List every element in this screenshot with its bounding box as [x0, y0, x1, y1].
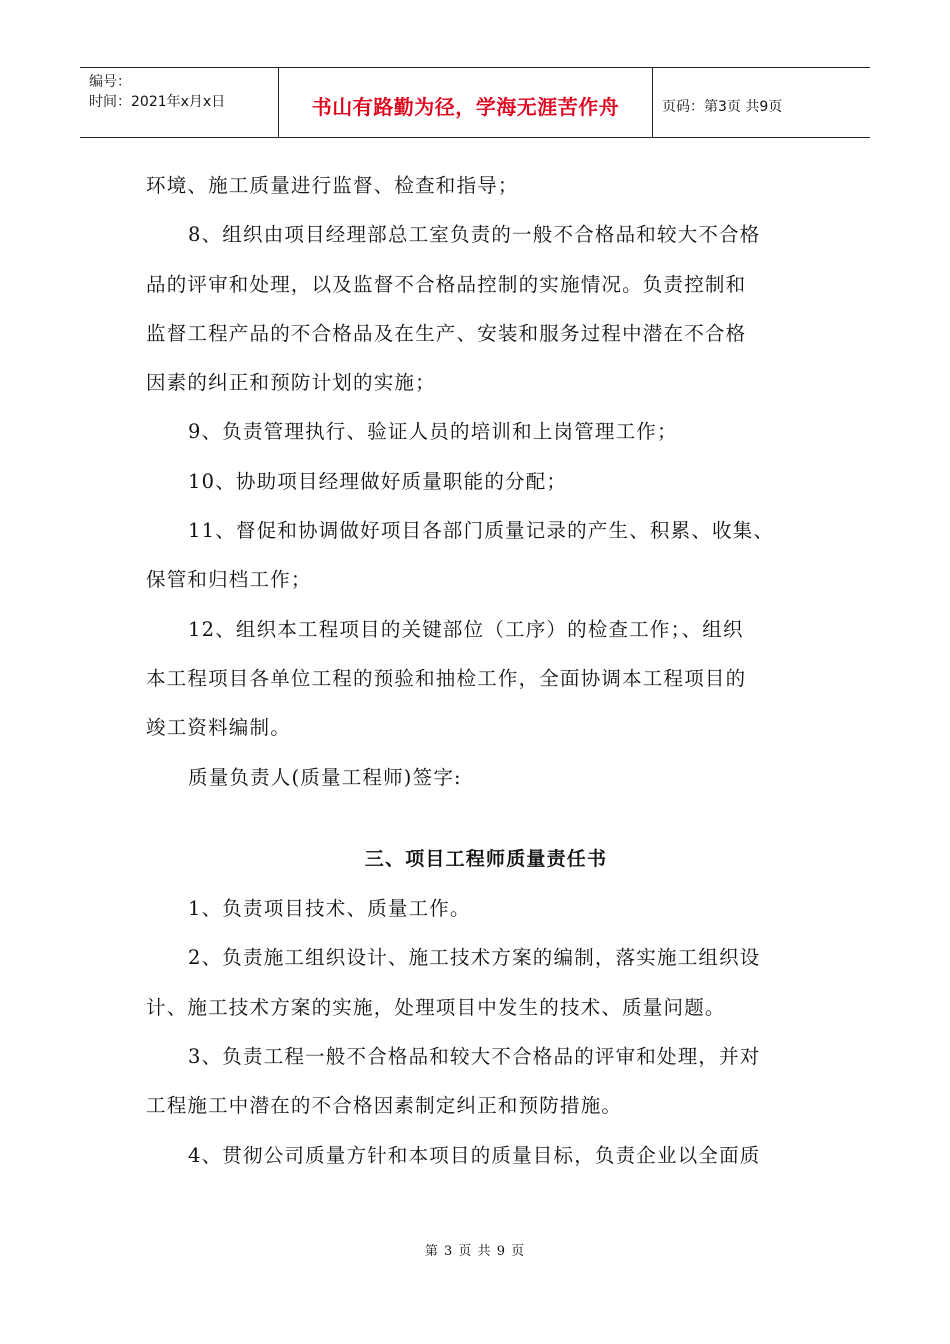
- body-line: 竣工资料编制。: [146, 716, 291, 740]
- body-line: 环境、施工质量进行监督、检查和指导；: [146, 174, 519, 197]
- body-line: 12、组织本工程项目的关键部位（工序）的检查工作；、组织: [188, 617, 744, 641]
- section-line: 计、施工技术方案的实施，处理项目中发生的技术、质量问题。: [146, 995, 726, 1019]
- section-line: 工程施工中潜在的不合格因素制定纠正和预防措施。: [146, 1094, 623, 1118]
- page-header: [80, 67, 870, 138]
- document-body: [146, 161, 826, 1180]
- header-motto: 书山有路勤为径，学海无涯苦作舟: [279, 68, 653, 137]
- section-line: 1、负责项目技术、质量工作。: [188, 897, 471, 921]
- section-line: 2、负责施工组织设计、施工技术方案的编制，落实施工组织设: [188, 946, 761, 970]
- body-line: 9、负责管理执行、验证人员的培训和上岗管理工作；: [188, 420, 678, 444]
- section-line: 4、贯彻公司质量方针和本项目的质量目标，负责企业以全面质: [188, 1143, 761, 1167]
- header-page-info: 页码：第3页 共9页: [662, 98, 783, 115]
- body-line: 监督工程产品的不合格品及在生产、安装和服务过程中潜在不合格: [146, 321, 747, 345]
- section-line: 3、负责工程一般不合格品和较大不合格品的评审和处理，并对: [188, 1045, 761, 1069]
- header-meta: [80, 68, 279, 137]
- body-line: 因素的纠正和预防计划的实施；: [146, 371, 436, 395]
- section-title: 三、项目工程师质量责任书: [364, 847, 608, 870]
- document-time-label: 时间：2021年x月x日: [89, 94, 226, 110]
- body-line: 品的评审和处理，以及监督不合格品控制的实施情况。负责控制和: [146, 272, 747, 296]
- body-line: 保管和归档工作；: [146, 568, 312, 592]
- body-line: 8、组织由项目经理部总工室负责的一般不合格品和较大不合格: [188, 223, 761, 247]
- body-line: 11、督促和协调做好项目各部门质量记录的产生、积累、收集、: [188, 519, 775, 543]
- signature-line: 质量负责人(质量工程师)签字:: [188, 765, 462, 789]
- page-footer: 第 3 页 共 9 页: [424, 1244, 526, 1259]
- document-number-label: 编号：: [89, 74, 131, 90]
- body-line: 10、协助项目经理做好质量职能的分配；: [188, 469, 568, 493]
- body-line: 本工程项目各单位工程的预验和抽检工作，全面协调本工程项目的: [146, 666, 747, 690]
